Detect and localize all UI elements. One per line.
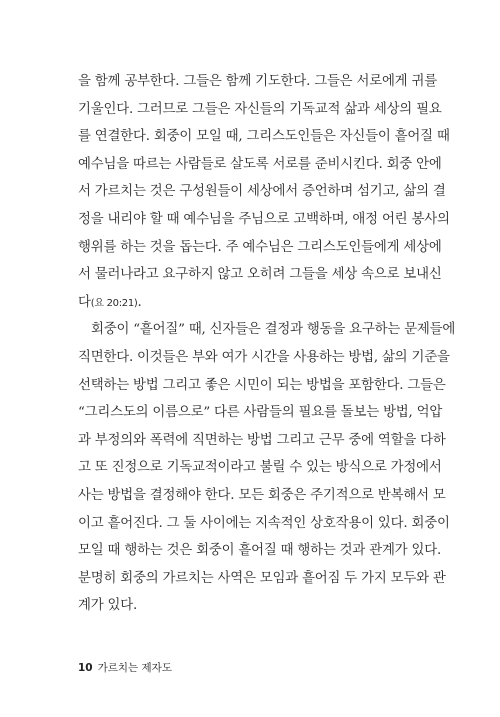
text-line: 고 또 진정으로 기독교적이라고 불릴 수 있는 방식으로 가정에서 — [78, 460, 442, 476]
text-line: 이고 흩어진다. 그 둘 사이에는 지속적인 상호작용이 있다. 회중이 — [78, 515, 450, 531]
text-line: “그리스도의 이름으로” 다른 사람들의 필요를 돌보는 방법, 억압 — [78, 405, 443, 421]
paragraph-first-line: 회중이 “흩어질” 때, 신자들은 결정과 행동을 요구하는 문제들에 — [91, 322, 456, 338]
text-line: 예수님을 따르는 사람들로 살도록 서로를 준비시킨다. 회중 안에 — [78, 156, 442, 172]
text-line: 선택하는 방법 그리고 좋은 시민이 되는 방법을 포함한다. 그들은 — [78, 377, 446, 393]
running-title: 가르치는 제자도 — [97, 662, 172, 674]
text-fragment: 다 — [78, 294, 91, 310]
text-line: 서 물러나라고 요구하지 않고 오히려 그들을 세상 속으로 보내신 — [78, 267, 442, 283]
scripture-reference: (요 20:21) — [90, 297, 138, 309]
text-line: 서 가르치는 것은 구성원들이 세상에서 증언하며 섬기고, 삶의 결 — [78, 184, 446, 200]
text-line: 과 부정의와 폭력에 직면하는 방법 그리고 근무 중에 역할을 다하 — [78, 432, 446, 448]
text-fragment: . — [137, 294, 142, 310]
text-line: 정을 내리야 할 때 예수님을 주님으로 고백하며, 애정 어린 봉사의 — [78, 211, 450, 227]
text-line-with-reference — [78, 289, 423, 317]
text-line: 행위를 하는 것을 돕는다. 주 예수님은 그리스도인들에게 세상에 — [78, 239, 442, 255]
page-number: 10 — [78, 662, 93, 674]
text-line: 기울인다. 그러므로 그들은 자신들의 기독교적 삶과 세상의 필요 — [78, 101, 442, 117]
page-footer — [78, 660, 172, 675]
body-text — [78, 68, 456, 620]
text-line: 을 함께 공부한다. 그들은 함께 기도한다. 그들은 서로에게 귀를 — [78, 74, 437, 89]
text-line: 계가 있다. — [78, 598, 138, 614]
text-line: 사는 방법을 결정해야 한다. 모든 회중은 주기적으로 반복해서 모 — [78, 487, 446, 503]
text-line: 를 연결한다. 회중이 모일 때, 그리스도인들은 자신들이 흩어질 때 — [78, 129, 450, 145]
text-line: 분명히 회중의 가르치는 사역은 모임과 흩어짐 두 가지 모두와 관 — [78, 570, 446, 586]
text-line: 직면한다. 이것들은 부와 여가 시간을 사용하는 방법, 삶의 기준을 — [78, 349, 450, 365]
text-line: 모일 때 행하는 것은 회중이 흩어질 때 행하는 것과 관계가 있다. — [78, 543, 442, 559]
